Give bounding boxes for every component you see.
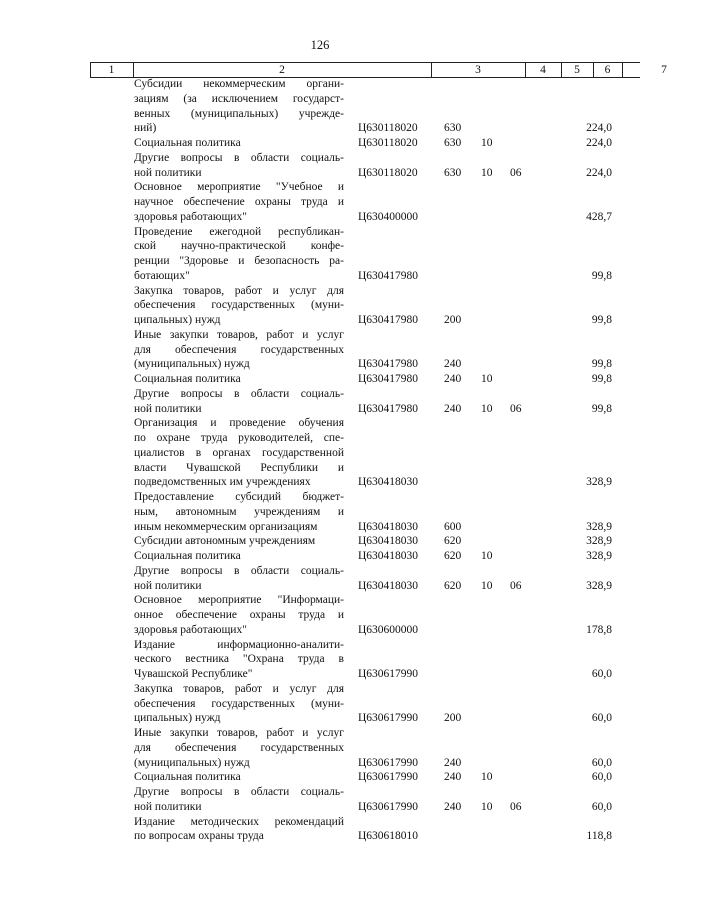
amount: 60,0 [591,771,612,784]
amount: 178,8 [586,623,612,636]
description-line: Закупка товаров, работ и услуг для [134,284,344,297]
description-line: Социальная политика [134,550,241,562]
row-description [134,416,344,490]
table-row [0,151,640,181]
amount: 224,0 [586,166,612,179]
description-line: научное обеспечение охраны труда и [134,196,344,208]
section-code: 10 [481,373,493,385]
row-description [134,638,344,682]
description-line: ской научно-практической конфе- [134,240,344,253]
description-line: иным некоммерческим организациям [134,520,318,533]
row-description [134,549,344,564]
expense-type-code: 240 [444,771,462,784]
description-line: ной политики [134,579,202,592]
table-row [0,416,640,490]
target-article-code: Ц630118020 [358,166,418,179]
header-col-4: 4 [540,64,546,76]
target-article-code: Ц630417980 [358,269,419,282]
row-description [134,490,344,534]
target-article-code: Ц630617990 [358,668,419,680]
table-header [90,62,667,78]
amount: 328,9 [586,550,612,562]
description-line: обеспечения государственных (муни- [134,697,344,710]
expense-type-code: 620 [444,550,462,562]
row-description [134,136,344,151]
table-row [0,682,640,726]
description-line: Иные закупки товаров, работ и услуг [134,328,344,341]
amount: 99,8 [591,269,612,282]
description-line: ной политики [134,402,202,415]
header-col-1: 1 [108,64,115,76]
row-description [134,180,344,224]
amount: 99,8 [591,358,612,371]
table-row [0,284,640,328]
description-line: (муниципальных) нужд [134,756,250,769]
description-line: Другие вопросы в области социаль- [134,786,344,798]
description-line: венных (муниципальных) учрежде- [134,107,344,120]
subsection-code: 06 [510,166,522,179]
table-row [0,225,640,284]
section-code: 10 [481,771,493,784]
description-line: Другие вопросы в области социаль- [134,151,344,164]
target-article-code: Ц630418030 [358,550,419,562]
table-row [0,564,640,594]
amount: 99,8 [591,373,612,385]
target-article-code: Ц630617990 [358,771,419,784]
amount: 99,8 [591,402,612,415]
description-line: ципальных) нужд [134,712,221,725]
subsection-code: 06 [510,579,522,592]
target-article-code: Ц630400000 [358,210,419,223]
expense-type-code: 630 [444,122,462,135]
budget-table-body [0,77,640,844]
expense-type-code: 630 [444,137,462,149]
description-line: Основное мероприятие "Учебное и [134,181,344,194]
expense-type-code: 200 [444,314,462,326]
expense-type-code: 240 [444,800,462,813]
expense-type-code: 240 [444,358,462,371]
row-description [134,151,344,181]
header-col-6: 6 [604,64,611,76]
table-row [0,770,640,785]
amount: 118,8 [586,830,612,843]
amount: 60,0 [591,712,612,725]
expense-type-code: 200 [444,712,462,725]
description-line: Проведение ежегодной республикан- [134,225,344,238]
subsection-code: 06 [510,402,522,415]
description-line: по вопросам охраны труда [134,830,264,843]
description-line: зациям (за исключением государст- [134,92,344,105]
description-line: Издание методических рекомендаций [134,815,344,828]
expense-type-code: 630 [444,166,462,179]
expense-type-code: 240 [444,373,462,385]
description-line: подведомственных им учреждениях [134,476,311,489]
expense-type-code: 620 [444,579,462,592]
description-line: ным, автономным учреждениям и [134,505,344,518]
amount: 328,9 [586,520,612,533]
target-article-code: Ц630418030 [358,476,419,489]
target-article-code: Ц630417980 [358,314,419,326]
table-row [0,372,640,387]
target-article-code: Ц630618010 [358,830,419,843]
description-line: ний) [134,122,157,135]
description-line: Другие вопросы в области социаль- [134,564,344,577]
table-row [0,180,640,224]
description-line: Социальная политика [134,373,241,385]
expense-type-code: 600 [444,520,462,533]
description-line: для обеспечения государственных [134,343,344,356]
table-row [0,815,640,845]
row-description [134,564,344,594]
description-line: ной политики [134,166,202,179]
table-row [0,549,640,564]
header-col-2: 2 [279,64,285,76]
header-col-7: 7 [661,64,667,76]
amount: 99,8 [591,314,612,326]
amount: 328,9 [586,535,612,548]
description-line: здоровья работающих" [134,623,247,636]
row-description [134,682,344,726]
target-article-code: Ц630417980 [358,402,419,415]
description-line: Закупка товаров, работ и услуг для [134,682,344,695]
description-line: ческого вестника "Охрана труда в [134,653,344,666]
table-row [0,387,640,417]
amount: 224,0 [586,137,612,149]
table-row [0,534,640,549]
amount: 60,0 [591,800,612,813]
description-line: ципальных) нужд [134,314,221,326]
description-line: ботающих" [134,269,190,282]
table-row [0,490,640,534]
row-description [134,77,344,136]
section-code: 10 [481,402,493,415]
amount: 328,9 [586,476,612,489]
amount: 428,7 [586,210,612,223]
row-description [134,815,344,845]
table-row [0,593,640,637]
description-line: власти Чувашской Республики и [134,461,344,474]
amount: 224,0 [586,122,612,135]
row-description [134,387,344,417]
row-description [134,328,344,372]
description-line: по охране труда руководителей, спе- [134,432,344,444]
row-description [134,726,344,770]
section-code: 10 [481,550,493,562]
description-line: Иные закупки товаров, работ и услуг [134,727,344,739]
target-article-code: Ц630418030 [358,520,419,533]
target-article-code: Ц630417980 [358,358,419,371]
target-article-code: Ц630418030 [358,579,419,592]
target-article-code: Ц630418030 [358,535,419,548]
amount: 60,0 [591,756,612,769]
target-article-code: Ц630118020 [358,122,418,135]
expense-type-code: 240 [444,402,462,415]
section-code: 10 [481,579,493,592]
table-row [0,328,640,372]
expense-type-code: 620 [444,535,462,548]
table-row [0,77,640,136]
row-description [134,225,344,284]
description-line: обеспечения государственных (муни- [134,299,344,312]
description-line: Социальная политика [134,137,241,149]
target-article-code: Ц630617990 [358,712,419,725]
section-code: 10 [481,166,493,179]
table-row [0,726,640,770]
description-line: Другие вопросы в области социаль- [134,387,344,400]
subsection-code: 06 [510,800,522,813]
description-line: (муниципальных) нужд [134,358,250,371]
row-description [134,770,344,785]
row-description [134,534,344,549]
description-line: онное обеспечение охраны труда и [134,609,344,621]
page-number: 126 [310,38,330,52]
description-line: здоровья работающих" [134,210,247,223]
amount: 328,9 [586,579,612,592]
target-article-code: Ц630617990 [358,756,419,769]
expense-type-code: 240 [444,756,462,769]
row-description [134,593,344,637]
table-row [0,638,640,682]
description-line: для обеспечения государственных [134,741,344,754]
table-row [0,785,640,815]
target-article-code: Ц630417980 [358,373,419,385]
description-line: Чувашской Республике" [134,668,253,680]
header-col-5: 5 [574,64,580,76]
description-line: Субсидии автономным учреждениям [134,535,316,548]
description-line: циалистов в органах государственной [134,446,344,459]
section-code: 10 [481,800,493,813]
row-description [134,785,344,815]
description-line: Основное мероприятие "Информаци- [134,594,344,607]
header-col-3: 3 [475,64,481,76]
description-line: ной политики [134,800,202,813]
target-article-code: Ц630617990 [358,800,419,813]
amount: 60,0 [591,668,612,680]
description-line: Социальная политика [134,771,241,784]
row-description [134,372,344,387]
section-code: 10 [481,137,493,149]
target-article-code: Ц630600000 [358,623,419,636]
table-row [0,136,640,151]
description-line: Предоставление субсидий бюджет- [134,491,344,503]
target-article-code: Ц630118020 [358,137,418,149]
row-description [134,284,344,328]
description-line: Субсидии некоммерческим органи- [134,78,344,90]
description-line: ренции "Здоровье и безопасность ра- [134,255,344,267]
description-line: Организация и проведение обучения [134,417,344,430]
description-line: Издание информационно-аналити- [134,638,344,651]
